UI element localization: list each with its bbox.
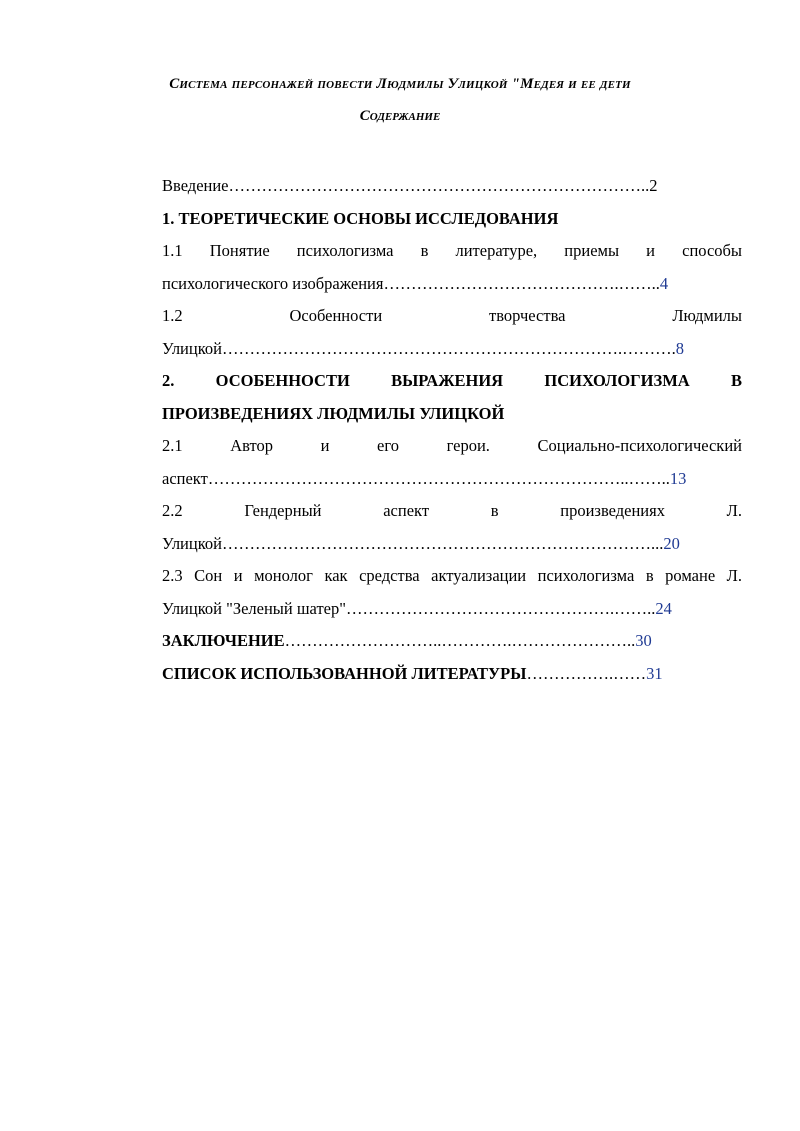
toc-entry-references[interactable] xyxy=(162,658,742,691)
toc-entry-2-1-line2[interactable] xyxy=(162,463,742,496)
toc-label: Улицкой "Зеленый шатер" xyxy=(162,598,346,618)
toc-leader-dots: …………………………………….…….. xyxy=(383,273,660,293)
toc-entry-conclusion[interactable] xyxy=(162,625,742,658)
toc-chapter-1[interactable]: 1. ТЕОРЕТИЧЕСКИЕ ОСНОВЫ ИССЛЕДОВАНИЯ xyxy=(162,208,559,228)
toc-leader-dots: ………………………..………….………………….. xyxy=(284,631,636,650)
toc-label: Улицкой xyxy=(162,533,222,553)
toc-label: ЗАКЛЮЧЕНИЕ xyxy=(162,631,285,650)
toc-page-number: 4 xyxy=(659,273,669,293)
toc-entry-1-1-line2[interactable] xyxy=(162,268,742,301)
toc-page-number: 24 xyxy=(655,598,672,618)
toc-leader-dots: ………………………………………………………………….. xyxy=(228,176,650,195)
toc-leader-dots: ……………………………………………………………………... xyxy=(221,533,664,553)
toc-page-number: 13 xyxy=(669,468,687,488)
toc-entry-2-3-line2[interactable] xyxy=(162,593,742,626)
toc-entry-1-2-line2[interactable] xyxy=(162,333,742,366)
toc-entry-1-1-line1[interactable]: 1.1 Понятие психологизма в литературе, приемы и способы xyxy=(162,241,742,260)
toc-label: Улицкой xyxy=(162,338,222,358)
toc-entry-2-1-line1[interactable]: 2.1 Автор и его герои. Социально-психологический xyxy=(162,436,742,455)
toc-leader-dots: ………………………………………….…….. xyxy=(345,598,656,618)
toc-heading: Содержание xyxy=(359,108,441,124)
toc-leader-dots: …………….…… xyxy=(526,663,647,683)
document-title: Система персонажей повести Людмилы Улицкой "Медея и ее дети xyxy=(169,76,631,92)
toc-leader-dots: …………………………………………………………………..…….. xyxy=(207,468,670,488)
toc-entry-2-3-line1[interactable]: 2.3 Сон и монолог как средства актуализации психологизма в романе Л. xyxy=(162,566,742,585)
table-of-contents xyxy=(162,170,742,690)
toc-page-number: 2 xyxy=(649,176,658,195)
toc-entry-1-2-line1[interactable]: 1.2 Особенности творчества Людмилы xyxy=(162,306,742,325)
toc-chapter-2-line1[interactable]: 2. ОСОБЕННОСТИ ВЫРАЖЕНИЯ ПСИХОЛОГИЗМА В xyxy=(162,371,742,390)
toc-page-number: 31 xyxy=(646,663,663,683)
toc-entry-intro[interactable] xyxy=(162,170,742,203)
toc-label: аспект xyxy=(162,468,208,488)
toc-entry-2-2-line1[interactable]: 2.2 Гендерный аспект в произведениях Л. xyxy=(162,501,742,520)
toc-label: Введение xyxy=(162,176,229,195)
toc-page-number: 20 xyxy=(663,533,680,553)
toc-label: психологического изображения xyxy=(162,273,384,293)
toc-leader-dots: ……………………………………………………………….………. xyxy=(221,338,676,358)
toc-chapter-2-line2[interactable]: ПРОИЗВЕДЕНИЯХ ЛЮДМИЛЫ УЛИЦКОЙ xyxy=(162,403,505,423)
toc-entry-2-2-line2[interactable] xyxy=(162,528,742,561)
toc-page-number: 30 xyxy=(635,631,652,650)
toc-page-number: 8 xyxy=(675,338,684,358)
toc-label: СПИСОК ИСПОЛЬЗОВАННОЙ ЛИТЕРАТУРЫ xyxy=(162,663,527,683)
